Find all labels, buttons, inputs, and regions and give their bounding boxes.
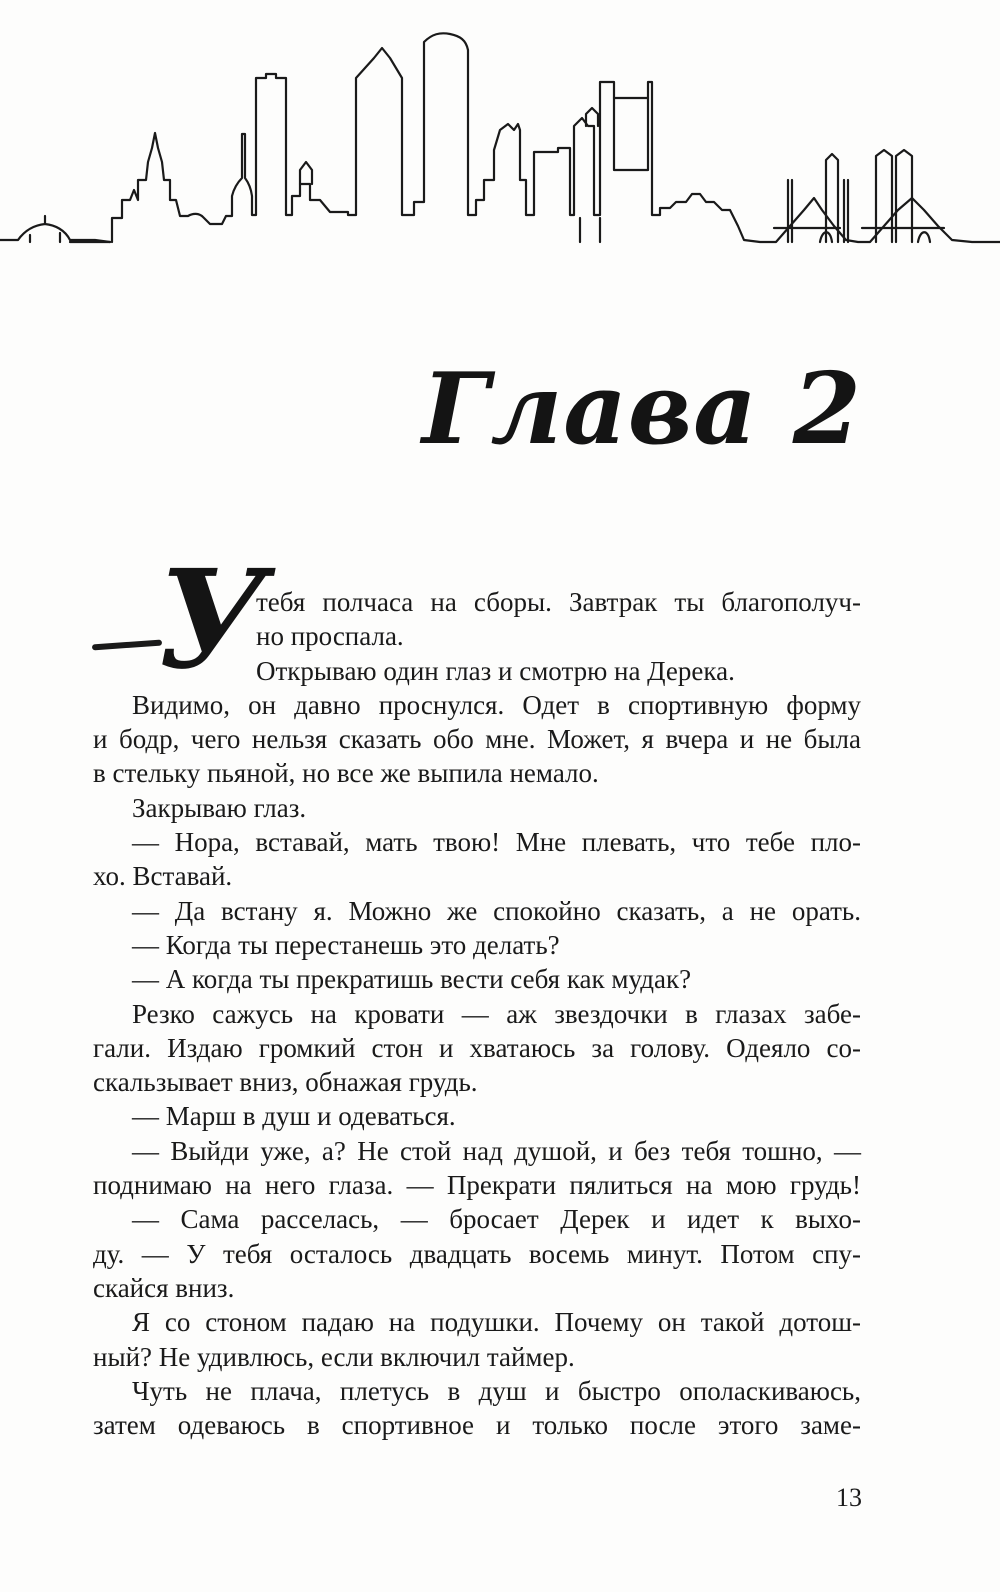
text-line: ный? Не удивлюсь, если включил таймер.: [93, 1341, 575, 1372]
text-line: скальзывает вниз, обнажая грудь.: [93, 1067, 478, 1098]
text-line: — Марш в душ и одеваться.: [132, 1101, 456, 1132]
text-line: Открываю один глаз и смотрю на Дерека.: [256, 655, 735, 686]
page-number: 13: [836, 1483, 862, 1512]
body-text: [93, 585, 861, 1442]
text-line: Чуть не плача, плетусь в душ и быстро ополаскиваюсь,: [132, 1375, 861, 1406]
text-line: и бодр, чего нельзя сказать обо мне. Может, я вчера и не была: [93, 724, 861, 755]
text-line: Резко сажусь на кровати — аж звездочки в глазах забе-: [132, 998, 861, 1029]
text-line: — А когда ты прекратишь вести себя как мудак?: [132, 964, 692, 995]
text-line: — Да встану я. Можно же спокойно сказать, а не орать.: [132, 895, 861, 926]
text-line: в стельку пьяной, но все же выпила немало.: [93, 758, 599, 789]
chapter-title: Глава 2: [421, 352, 862, 467]
text-line: Я со стоном падаю на подушки. Почему он такой дотош-: [132, 1307, 861, 1338]
text-line: — Выйди уже, а? Не стой над душой, и без тебя тошно, —: [132, 1135, 861, 1166]
text-line: Видимо, он давно проснулся. Одет в спортивную форму: [132, 689, 861, 720]
text-line: хо. Вставай.: [93, 861, 233, 892]
text-line: — Когда ты перестанешь это делать?: [132, 929, 560, 960]
text-line: затем одеваюсь в спортивное и только после этого заме-: [93, 1410, 861, 1441]
text-line: Закрываю глаз.: [132, 792, 307, 823]
text-line: поднимаю на него глаза. — Прекрати пялиться на мою грудь!: [93, 1170, 861, 1201]
text-line: скайся вниз.: [93, 1272, 235, 1303]
drop-cap: У: [157, 540, 268, 700]
text-line: ду. — У тебя осталось двадцать восемь минут. Потом спу-: [93, 1238, 861, 1269]
city-skyline-icon: [0, 30, 1000, 270]
text-line: — Сама расселась, — бросает Дерек и идет к выхо-: [132, 1204, 861, 1235]
text-line: гали. Издаю громкий стон и хватаюсь за голову. Одеяло со-: [93, 1032, 861, 1063]
text-line: — Нора, вставай, мать твою! Мне плевать, что тебе пло-: [132, 827, 861, 858]
text-line: но проспала.: [256, 621, 404, 652]
text-line: тебя полчаса на сборы. Завтрак ты благополуч-: [256, 587, 861, 617]
